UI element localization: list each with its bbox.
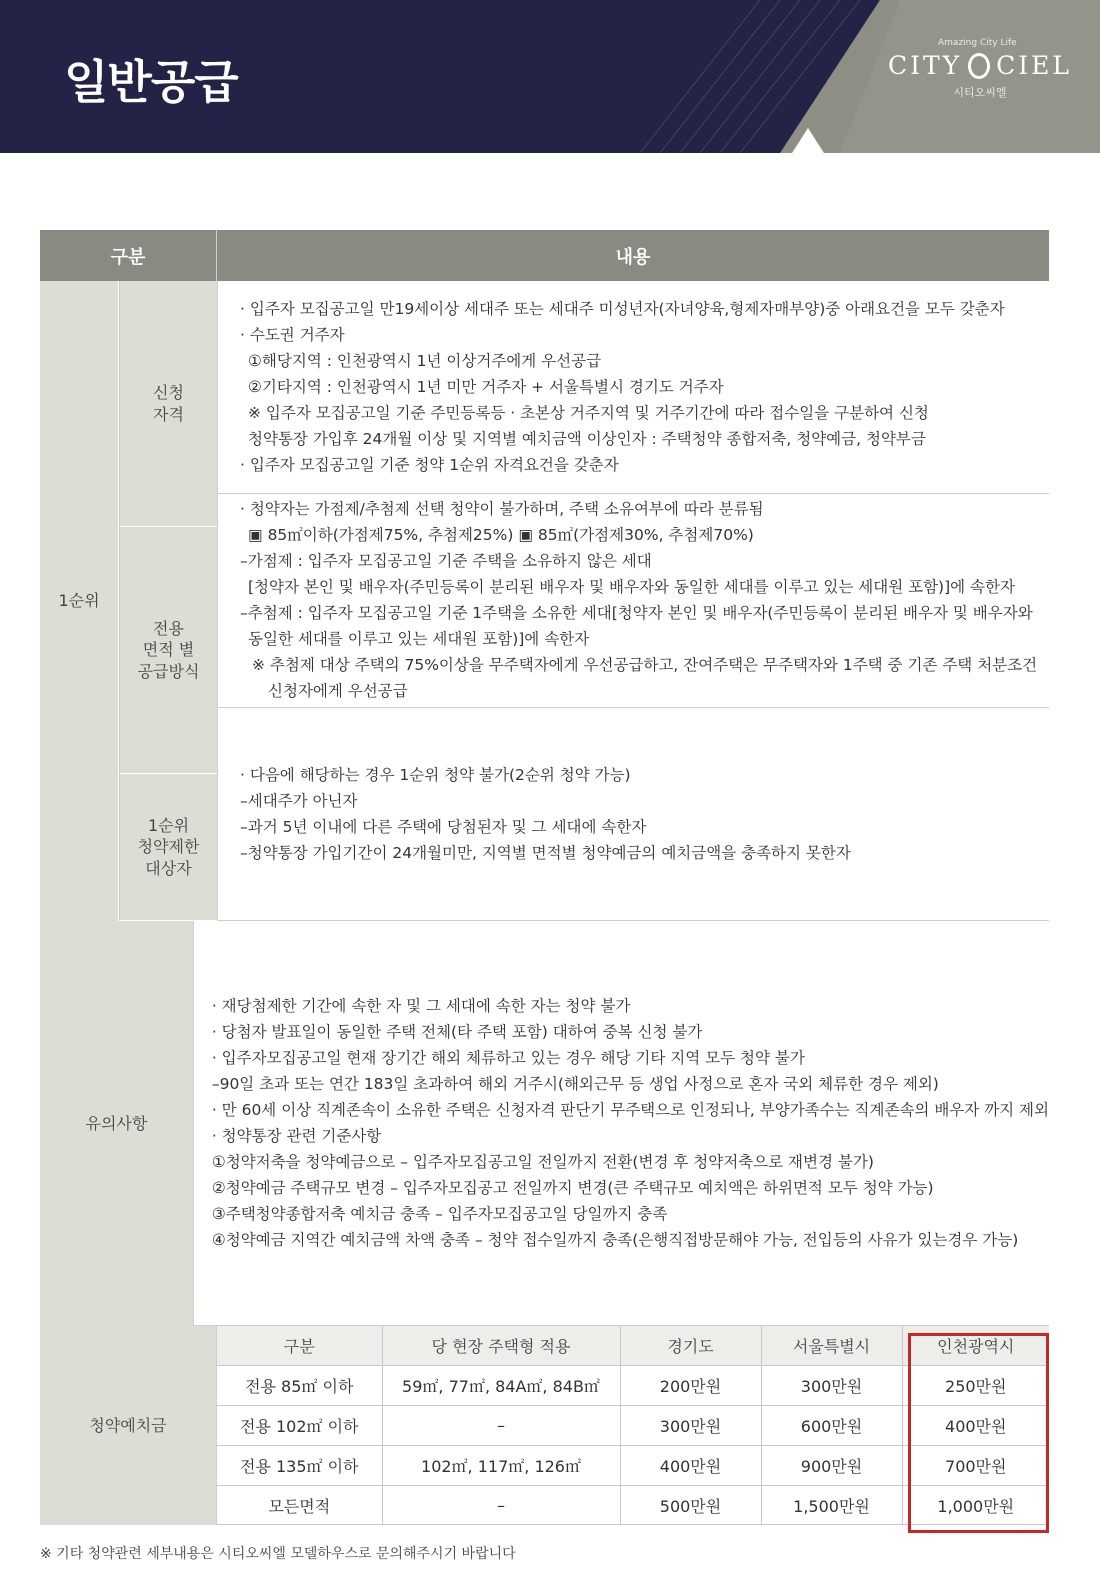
table-cell: – (382, 1406, 620, 1446)
table-cell: 200만원 (620, 1366, 761, 1406)
logo-wordmark (880, 51, 1080, 80)
table-cell: 1,500만원 (761, 1485, 902, 1525)
table-cell: 400만원 (620, 1445, 761, 1485)
table-cell: 700만원 (902, 1445, 1049, 1485)
text-line: · 청약자는 가점제/추첨제 선택 청약이 불가하며, 주택 소유여부에 따라 분류됨 (240, 500, 764, 519)
text-line: ▣ 85㎡이하(가점제75%, 추첨제25%) ▣ 85㎡(가점제30%, 추첨제70%) (248, 526, 754, 545)
text-line: · 당첨자 발표일이 동일한 주택 전체(타 주택 포함) 대하여 중복 신청 불가 (211, 1023, 703, 1041)
text-line: –90일 초과 또는 연간 183일 초과하여 해외 거주시(해외근무 등 생업 사정으로 혼자 국외 체류한 경우 제외) (211, 1075, 939, 1093)
text-line: –과거 5년 이내에 다른 주택에 당첨된자 및 그 세대에 속한자 (240, 817, 647, 836)
table-cell: 900만원 (761, 1445, 902, 1485)
rank1-label: 1순위 (40, 281, 119, 921)
supply-table (40, 230, 1049, 1525)
text-line: 청약통장 가입후 24개월 이상 및 지역별 예치금액 이상인자 : 주택청약 종합저축, 청약예금, 청약부금 (248, 430, 926, 449)
table-cell: 102㎡, 117㎡, 126㎡ (382, 1445, 620, 1485)
logo-left-text: CITY (887, 51, 963, 80)
table-row (217, 1485, 1049, 1525)
text-line: ※ 입주자 모집공고일 기준 주민등록등 · 초본상 거주지역 및 거주기간에 따라 접수일을 구분하여 신청 (248, 404, 929, 423)
content-supply-method (218, 494, 1049, 707)
logo-ring-icon (968, 53, 990, 79)
subcat-supply-method: 전용 면적 별 공급방식 (119, 527, 217, 774)
table-cell: 1,000만원 (902, 1485, 1049, 1525)
text-line: · 입주자 모집공고일 기준 청약 1순위 자격요건을 갖춘자 (240, 456, 619, 475)
logo-tagline: Amazing City Life (938, 38, 1017, 48)
text-line: –가점제 : 입주자 모집공고일 기준 주택을 소유하지 않은 세대 (240, 552, 652, 571)
notes-block (40, 921, 1049, 1326)
subcat-restriction: 1순위 청약제한 대상자 (119, 774, 217, 921)
text-line: 신청자에게 우선공급 (268, 682, 408, 701)
deposit-header-row (217, 1326, 1049, 1366)
table-cell: 전용 135㎡ 이하 (217, 1445, 382, 1485)
subcat-eligibility: 신청 자격 (119, 281, 217, 527)
text-line: –추첨제 : 입주자 모집공고일 기준 1주택을 소유한 세대[청약자 본인 및 배우자(주민등록이 분리된 배우자 및 배우자와 (240, 604, 1033, 623)
text-line: [청약자 본인 및 배우자(주민등록이 분리된 배우자 및 배우자와 동일한 세대를 이루고 있는 세대원 포함)]에 속한자 (248, 578, 1015, 597)
text-line: –청약통장 가입기간이 24개월미만, 지역별 면적별 청약예금의 예치금액을 충족하지 못한자 (240, 843, 851, 862)
deposit-header-cell: 구분 (217, 1326, 382, 1366)
deposit-table (217, 1326, 1049, 1525)
page-header (0, 0, 1100, 153)
table-row (217, 1445, 1049, 1485)
table-cell: 모든면적 (217, 1485, 382, 1525)
content-eligibility (218, 281, 1049, 494)
table-header-row (40, 230, 1049, 281)
table-cell: 전용 102㎡ 이하 (217, 1406, 382, 1446)
table-row (217, 1406, 1049, 1446)
text-line: · 청약통장 관련 기준사항 (211, 1127, 382, 1145)
header-content: 내용 (217, 230, 1049, 281)
text-line: 동일한 세대를 이루고 있는 세대원 포함)]에 속한자 (248, 630, 590, 649)
text-line: ①해당지역 : 인천광역시 1년 이상거주에게 우선공급 (248, 352, 602, 371)
notes-label: 유의사항 (40, 921, 194, 1326)
text-line: · 재당첨제한 기간에 속한 자 및 그 세대에 속한 자는 청약 불가 (211, 997, 631, 1015)
text-line: · 수도권 거주자 (240, 326, 345, 345)
table-cell: 250만원 (902, 1366, 1049, 1406)
text-line: ※ 추첨제 대상 주택의 75%이상을 무주택자에게 우선공급하고, 잔여주택은 무주택자와 1주택 중 기존 주택 처분조건 (252, 656, 1038, 675)
deposit-header-cell: 당 현장 주택형 적용 (382, 1326, 620, 1366)
brand-logo (880, 38, 1080, 100)
text-line: ②청약예금 주택규모 변경 – 입주자모집공고 전일까지 변경(큰 주택규모 예치액은 하위면적 모두 청약 가능) (211, 1179, 934, 1197)
table-cell: 300만원 (620, 1406, 761, 1446)
text-line: · 입주자 모집공고일 만19세이상 세대주 또는 세대주 미성년자(자녀양육,형제자매부양)중 아래요건을 모두 갖춘자 (240, 300, 1005, 319)
footnote: ※ 기타 청약관련 세부내용은 시티오씨엘 모델하우스로 문의해주시기 바랍니다 (40, 1546, 516, 1562)
text-line: · 만 60세 이상 직계존속이 소유한 주택은 신청자격 판단기 무주택으로 인정되나, 부양가족수는 직계존속의 배우자 까지 제외 (211, 1101, 1049, 1119)
text-line: ④청약예금 지역간 예치금액 차액 충족 – 청약 접수일까지 충족(은행직접방문해야 가능, 전입등의 사유가 있는경우 가능) (211, 1231, 1019, 1249)
table-cell: 전용 85㎡ 이하 (217, 1366, 382, 1406)
deposit-header-cell: 인천광역시 (902, 1326, 1049, 1366)
rank1-contents (217, 281, 1049, 921)
table-cell: 500만원 (620, 1485, 761, 1525)
deposit-header-cell: 서울특별시 (761, 1326, 902, 1366)
table-cell: 600만원 (761, 1406, 902, 1446)
content-restriction (218, 708, 1049, 921)
text-line: ②기타지역 : 인천광역시 1년 미만 거주자 + 서울특별시 경기도 거주자 (248, 378, 724, 397)
logo-korean: 시티오씨엘 (953, 86, 1007, 99)
deposit-header-cell: 경기도 (620, 1326, 761, 1366)
text-line: –세대주가 아닌자 (240, 791, 358, 810)
content-notes (194, 921, 1049, 1326)
deposit-block (40, 1326, 1049, 1525)
table-row (217, 1366, 1049, 1406)
table-cell: – (382, 1485, 620, 1525)
table-cell: 59㎡, 77㎡, 84A㎡, 84B㎡ (382, 1366, 620, 1406)
deposit-label: 청약예치금 (40, 1326, 217, 1525)
header-category: 구분 (40, 230, 217, 281)
rank1-block (40, 281, 1049, 921)
text-line: ①청약저축을 청약예금으로 – 입주자모집공고일 전일까지 전환(변경 후 청약저축으로 재변경 불가) (211, 1153, 874, 1171)
table-cell: 300만원 (761, 1366, 902, 1406)
rank1-subcategories (119, 281, 217, 921)
text-line: · 입주자모집공고일 현재 장기간 해외 체류하고 있는 경우 해당 기타 지역 모두 청약 불가 (211, 1049, 805, 1067)
page-title: 일반공급 (64, 55, 238, 109)
text-line: · 다음에 해당하는 경우 1순위 청약 불가(2순위 청약 가능) (240, 765, 631, 784)
logo-right-text: CIEL (996, 51, 1073, 80)
table-cell: 400만원 (902, 1406, 1049, 1446)
text-line: ③주택청약종합저축 예치금 충족 – 입주자모집공고일 당일까지 충족 (211, 1205, 668, 1223)
